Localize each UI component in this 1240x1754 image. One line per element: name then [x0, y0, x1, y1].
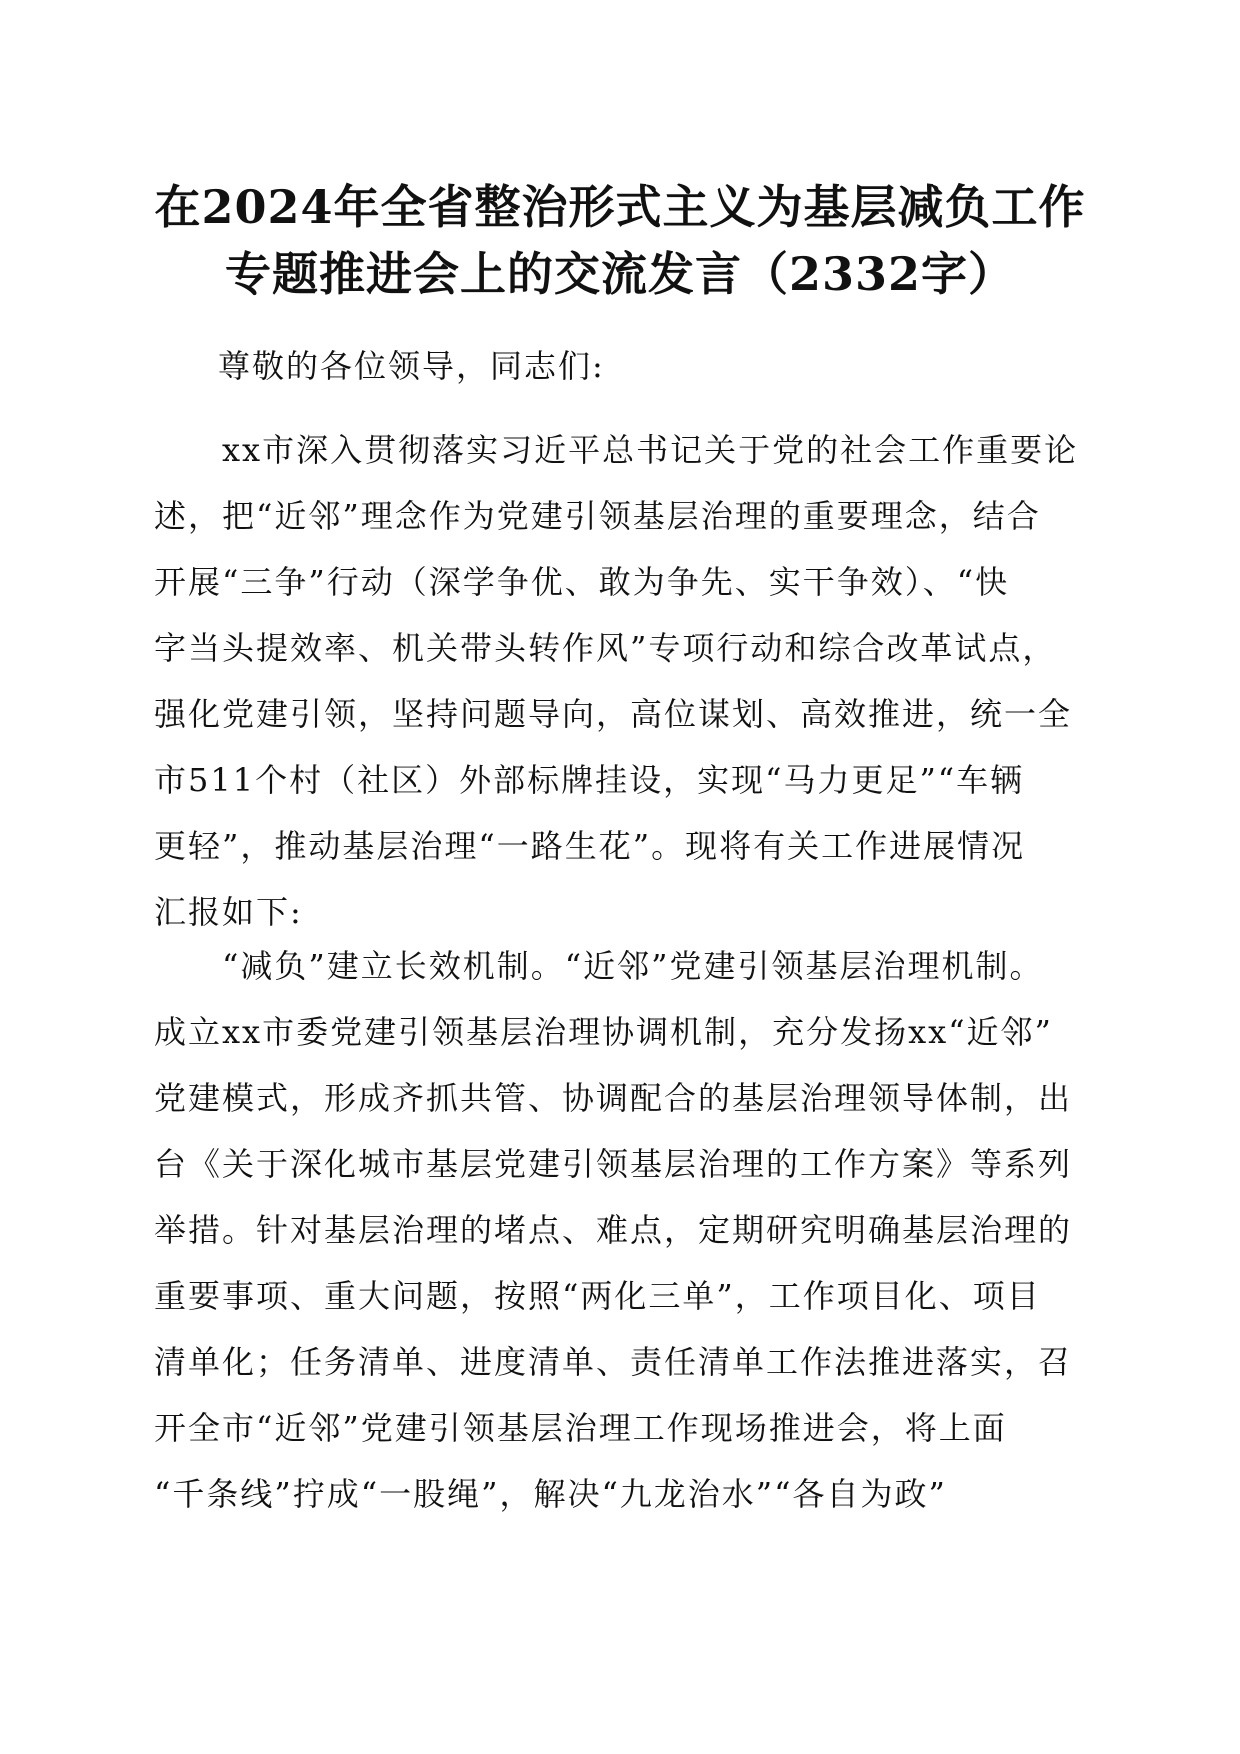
paragraph-2-line: 重要事项、重大问题，按照“两化三单”，工作项目化、项目	[154, 1277, 1041, 1315]
paragraph-1-line: 字当头提效率、机关带头转作风”专项行动和综合改革试点，	[154, 629, 1057, 667]
title-line-2: 专题推进会上的交流发言（2332字）	[224, 247, 1016, 301]
paragraph-2-line: 成立xx市委党建引领基层治理协调机制，充分发扬xx“近邻”	[154, 1013, 1053, 1051]
salutation: 尊敬的各位领导，同志们:	[218, 347, 605, 385]
paragraph-1	[154, 417, 1094, 945]
paragraph-2-line: 清单化；任务清单、进度清单、责任清单工作法推进落实，召	[154, 1343, 1073, 1381]
paragraph-2-line: 开全市“近邻”党建引领基层治理工作现场推进会，将上面	[154, 1409, 1007, 1447]
paragraph-2-line: 党建模式，形成齐抓共管、协调配合的基层治理领导体制，出	[154, 1079, 1073, 1117]
paragraph-1-line: 开展“三争”行动（深学争优、敢为争先、实干争效）、“快	[154, 563, 1010, 601]
title-line-1: 在2024年全省整治形式主义为基层减负工作	[154, 180, 1086, 234]
paragraph-1-line: 述，把“近邻”理念作为党建引领基层治理的重要理念，结合	[154, 497, 1041, 535]
paragraph-1-line: 汇报如下:	[154, 893, 303, 931]
paragraph-1-line: 更轻”，推动基层治理“一路生花”。现将有关工作进展情况	[154, 827, 1026, 865]
paragraph-2-line: “千条线”拧成“一股绳”，解决“九龙治水”“各自为政”	[154, 1475, 947, 1513]
paragraph-1-line: xx市深入贯彻落实习近平总书记关于党的社会工作重要论	[154, 431, 1079, 469]
paragraph-1-line: 强化党建引领，坚持问题导向，高位谋划、高效推进，统一全	[154, 695, 1073, 733]
paragraph-2	[154, 933, 1094, 1527]
paragraph-2-line: “减负”建立长效机制。“近邻”党建引领基层治理机制。	[154, 947, 1044, 985]
paragraph-1-line: 市511个村（社区）外部标牌挂设，实现“马力更足”“车辆	[154, 761, 1025, 799]
paragraph-2-line: 举措。针对基层治理的堵点、难点，定期研究明确基层治理的	[154, 1211, 1073, 1249]
paragraph-2-line: 台《关于深化城市基层党建引领基层治理的工作方案》等系列	[154, 1145, 1073, 1183]
